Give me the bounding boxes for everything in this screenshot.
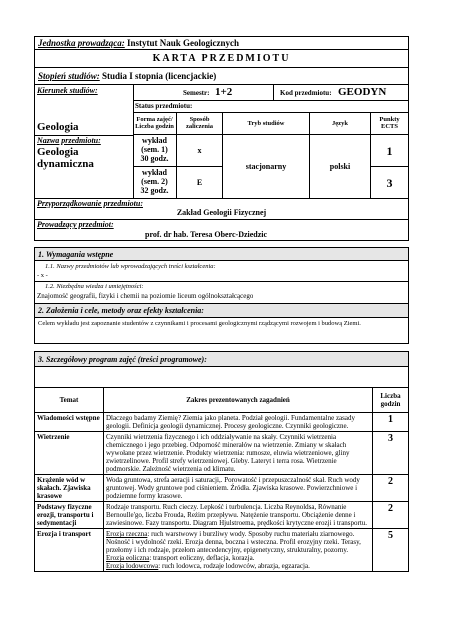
teacher-label: Prowadzący przedmiot: xyxy=(37,220,114,229)
code-value: GEODYN xyxy=(338,86,387,98)
section-1-title: 1. Wymagania wstępne xyxy=(38,250,114,259)
scope-text: : ruch lodowca, rodzaje lodowców, abrazja, egzaracja. xyxy=(158,562,310,570)
form-type: wykład xyxy=(142,136,167,145)
semester-label: Semestr: xyxy=(183,89,210,97)
section-1-sub-2: 1.2. Niezbędna wiedza i umiejętności: xyxy=(45,283,144,290)
method-row-1: x xyxy=(177,135,223,167)
topic-cell: Podstawy fizyczne erozji, transportu i sedymentacji xyxy=(35,502,104,529)
topic-cell: Wietrzenie xyxy=(35,432,104,475)
hours-cell: 2 xyxy=(373,502,409,529)
field-value: Geologia xyxy=(37,121,79,133)
name-value: Geologia dynamiczna xyxy=(37,146,94,170)
unit-row xyxy=(34,36,409,50)
card-title-row xyxy=(34,50,409,68)
col-form: Forma zajęć/ Liczba godzin xyxy=(133,113,177,135)
scope-heading: Erozja rzeczna xyxy=(106,530,148,538)
form-row-1 xyxy=(133,135,177,167)
form-hours: 30 godz. xyxy=(140,154,169,163)
table-row xyxy=(35,432,409,475)
name-label: Nazwa przedmiotu: xyxy=(37,136,101,145)
section-3-title: 3. Szczegółowy program zajęć (treści programowe): xyxy=(38,355,207,364)
table-row xyxy=(35,502,409,529)
level-label: Stopień studiów: xyxy=(38,71,100,81)
unit-value: Instytut Nauk Geologicznych xyxy=(127,38,240,48)
topic-cell: Erozja i transport xyxy=(35,529,104,572)
col-mode: Tryb studiów xyxy=(223,113,310,135)
form-hours: 32 godz. xyxy=(140,186,169,195)
assignment-label: Przyporządkowanie przedmiotu: xyxy=(37,199,144,208)
teacher-value: prof. dr hab. Teresa Oberc-Dziedzic xyxy=(145,230,268,239)
hours-cell: 2 xyxy=(373,475,409,502)
status-row xyxy=(133,101,408,113)
section-1-title-row xyxy=(34,247,409,261)
course-block xyxy=(34,85,409,199)
status-label: Status przedmiotu: xyxy=(135,102,193,110)
method-row-2: E xyxy=(177,167,223,199)
hours-cell: 3 xyxy=(373,432,409,475)
section-1-body xyxy=(34,261,409,304)
scope-cell xyxy=(104,529,373,572)
teacher-row xyxy=(34,220,409,241)
scope-heading: Erozja lodowcowa xyxy=(106,562,159,570)
section-2-title-row xyxy=(34,304,409,318)
scope-text: : transport eoliczny, deflacja, korazja. xyxy=(149,554,255,562)
hours-cell: 5 xyxy=(373,529,409,572)
form-row-2 xyxy=(133,167,177,199)
semester-value: 1+2 xyxy=(215,86,233,98)
assignment-value: Zakład Geologii Fizycznej xyxy=(176,208,267,217)
col-method: Sposób zaliczenia xyxy=(177,113,223,135)
table-row xyxy=(35,529,409,572)
scope-cell: Dlaczego badamy Ziemię? Ziemia jako planeta. Podział geologii. Fundamentalne zasady geologii. Definicja geologii dynamicznej. Procesy geologiczne. Czynniki geologiczne. xyxy=(104,413,373,432)
divider xyxy=(35,281,408,282)
field-label: Kierunek studiów: xyxy=(37,86,98,95)
hours-cell: 1 xyxy=(373,413,409,432)
col-hours: Liczba godzin xyxy=(373,388,409,413)
table-row xyxy=(35,475,409,502)
form-type: wykład xyxy=(142,168,167,177)
section-3-title-row xyxy=(34,351,409,367)
level-row xyxy=(34,68,409,85)
col-topic: Temat xyxy=(35,388,104,413)
spacer xyxy=(34,367,409,387)
scope-cell: Rodzaje transportu. Ruch cieczy. Lepkość i turbulencja. Liczba Reynoldsa, Równanie Bernoulle'go, liczba Frouda, Reżim przepływu. Natężenie transportu. Obciążenie denne i zawiesinowe. Fazy transportu. Diagram Hjulstroema, prędkości krytyczne erozji i transportu. xyxy=(104,502,373,529)
ects-row-1: 1 xyxy=(371,135,408,167)
unit-label: Jednostka prowadząca: xyxy=(38,38,125,48)
section-1-sub-2-value: Znajomość geografii, fizyki i chemii na poziomie liceum ogólnokształcącego xyxy=(37,292,254,300)
ects-row-2: 3 xyxy=(386,176,393,190)
form-sem: (sem. 2) xyxy=(141,177,168,186)
code-cell xyxy=(274,85,408,101)
table-row xyxy=(35,413,409,432)
semester-cell xyxy=(133,85,274,101)
scope-text: : ruch warstwowy i burzliwy wody. Sposoby ruchu materiału ziarnowego. Nośność i wydolność rzeki. Erozja denna, boczna i wsteczna. Profil erozyjny rzeki. Terasy, przełomy i ich rodzaje, przełom antecedencyjny, epigenetyczny, strukturalny, pozorny. xyxy=(106,530,361,554)
topic-cell: Wiadomości wstępne xyxy=(35,413,104,432)
mode-value: stacjonarny xyxy=(223,135,310,199)
col-ects: Punkty ECTS xyxy=(371,113,408,135)
topic-cell: Krążenie wód w skałach. Zjawiska krasowe xyxy=(35,475,104,502)
assignment-row xyxy=(34,199,409,220)
table-header xyxy=(35,388,409,413)
col-scope: Zakres prezentowanych zagadnień xyxy=(104,388,373,413)
section-1-sub-1-value: - x - xyxy=(37,272,48,279)
scope-heading: Erozja eoliczna xyxy=(106,554,150,562)
card-title: KARTA PRZEDMIOTU xyxy=(152,53,291,64)
form-sem: (sem. 1) xyxy=(141,145,168,154)
course-card xyxy=(34,36,409,572)
section-2-text: Celem wykładu jest zapoznanie studentów z czynnikami i procesami geologicznymi rządzącymi rozwojem i budową Ziemi. xyxy=(38,320,361,327)
section-2-body xyxy=(34,318,409,344)
section-2-title: 2. Założenia i cele, metody oraz efekty kształcenia: xyxy=(38,306,204,315)
scope-cell: Woda gruntowa, strefa aeracji i saturacji,. Porowatość i przepuszczalność skał. Ruch wody gruntowej. Wody gruntowe pod ciśnieniem. Źródła. Zjawiska krasowe. Powierzchniowe i podziemne formy krasowe. xyxy=(104,475,373,502)
program-table xyxy=(34,387,409,572)
section-1-sub-1: 1.1. Nazwy przedmiotów lub wprowadzających treści kształcenia: xyxy=(45,263,216,270)
scope-cell: Czynniki wietrzenia fizycznego i ich oddziaływanie na skały. Czynniki wietrzenia chemicznego i jego przebieg. Odporność minerałów na wietrzenie. Zmiany w skałach wywołane przez wietrzenie. Produkty wietrzenia: rumosze, eluwia wietrzeniowe, gliny zwietrzelinowe. Profil strefy wietrzeniowej. Gleby. Lateryt i terra rosa. Wietrzenie podmorskie. Zależność wietrzenia od klimatu. xyxy=(104,432,373,475)
level-value: Studia I stopnia (licencjackie) xyxy=(102,71,217,81)
lang-value: polski xyxy=(310,135,371,199)
code-label: Kod przedmiotu: xyxy=(280,89,332,97)
col-lang: Język xyxy=(310,113,371,135)
